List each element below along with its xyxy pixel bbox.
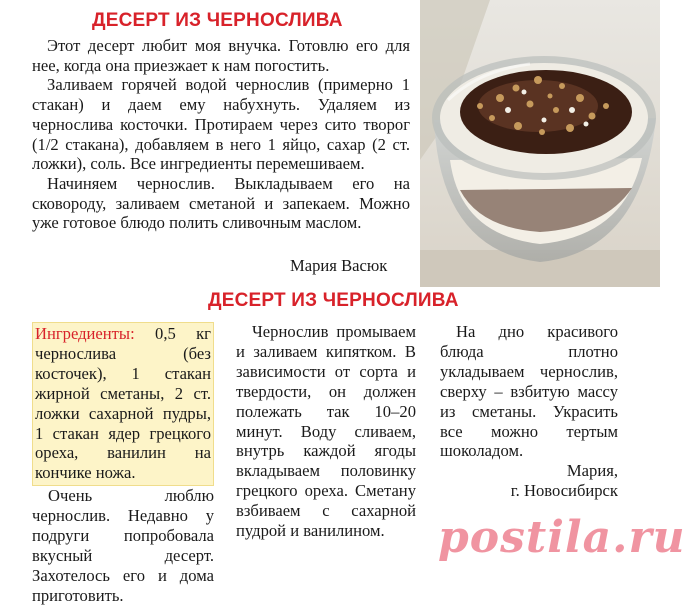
article1-author: Мария Васюк [290,256,388,275]
ingredients-text: 0,5 кг чернослива (без косточек), 1 стакан жирной сметаны, 2 ст. ложки сахарной пудры, 1 стакан ядер грецкого ореха, ванилин на кончике ножа. [35,324,211,483]
article2-paragraph: Очень люблю чернослив. Недавно у подруги попробовала вкусный десерт. Захотелось его и дома приготовить. [32,486,214,605]
article1-title: ДЕСЕРТ ИЗ ЧЕРНОСЛИВА [92,10,343,31]
article2-column-1 [32,322,214,606]
article2-paragraph: Чернослив промываем и заливаем кипятком. В зависимости от сорта и твердости, он должен полежать так 10–20 минут. Воду сливаем, внутрь каждой ягоды вкладываем половинку грецкого ореха. Сметану взбиваем с сахарной пудрой и ванилином. [236,322,416,541]
article2-author: Мария, [566,461,618,481]
ingredients-box [32,322,214,486]
article2-column-2 [236,322,416,541]
article1-paragraph: Заливаем горячей водой чернослив (примерно 1 стакан) и даем ему набухнуть. Удаляем из чернослива косточки. Протираем через сито творог (1/2 стакана), добавляем в него 1 яйцо, сахар (2 ст. ложки), соль. Все ингредиенты перемешиваем. [32,75,410,174]
article2-title: ДЕСЕРТ ИЗ ЧЕРНОСЛИВА [208,290,459,311]
dessert-photo [420,0,660,287]
article2-city: г. Новосибирск [510,481,618,501]
ingredients-label: Ингредиенты: [35,324,135,343]
article1-body [32,36,410,233]
article2-column-3 [440,322,618,501]
watermark: postila.ru [438,512,686,563]
article1-paragraph: Начиняем чернослив. Выкладываем его на сковороду, заливаем сметаной и запекаем. Можно уже готовое блюдо полить сливочным маслом. [32,173,410,233]
article2-paragraph: На дно красивого блюда плотно укладываем чернослив, сверху – взбитую массу из сметаны. Украсить все можно тертым шоколадом. [440,322,618,461]
article1-paragraph: Этот десерт любит моя внучка. Готовлю его для нее, когда она приезжает к нам погостить. [32,36,410,75]
